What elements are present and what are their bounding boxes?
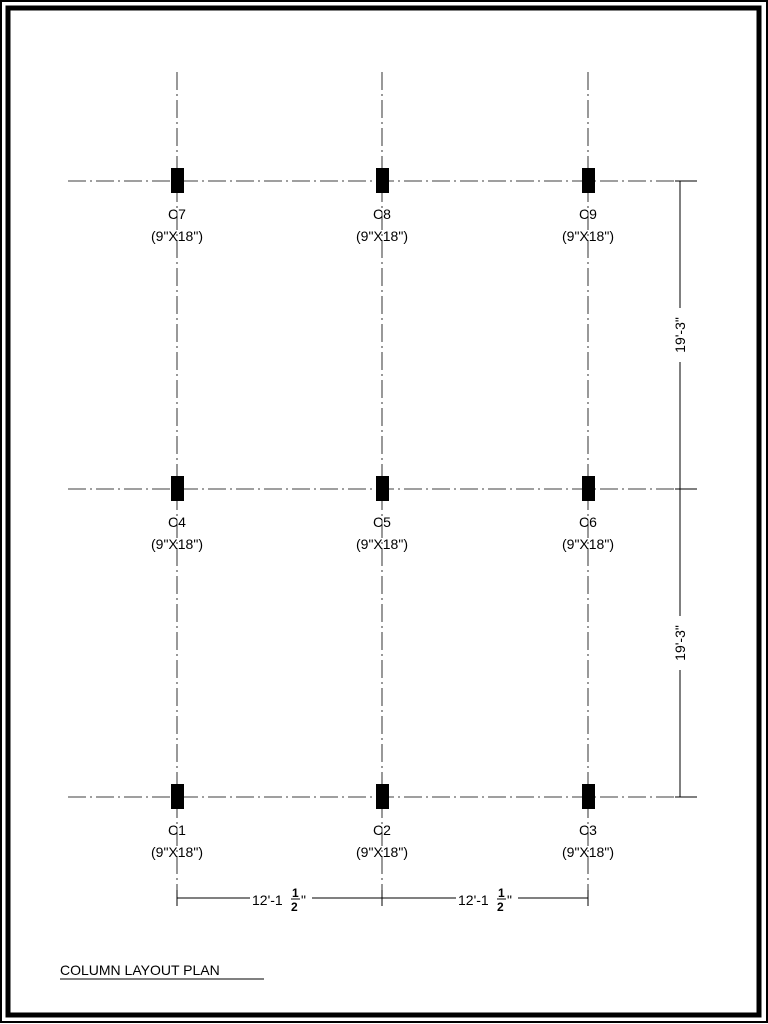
column-rect	[171, 476, 184, 501]
dimension-fraction-num: 1	[292, 886, 299, 900]
column-C4	[151, 476, 203, 552]
dimension-unit: "	[301, 892, 306, 908]
column-id: C9	[579, 206, 597, 222]
column-id: C6	[579, 514, 597, 530]
column-size: (9"X18")	[151, 536, 203, 552]
column-size: (9"X18")	[356, 844, 408, 860]
dimension-fraction-num: 1	[498, 886, 505, 900]
column-C3	[562, 784, 614, 860]
column-rect	[376, 168, 389, 193]
column-C6	[562, 476, 614, 552]
column-id: C7	[168, 206, 186, 222]
column-rect	[376, 476, 389, 501]
column-rect	[582, 168, 595, 193]
column-C2	[356, 784, 408, 860]
vertical-dimension	[675, 181, 697, 797]
column-C9	[562, 168, 614, 244]
dimension-fraction-den: 2	[497, 900, 504, 914]
dimension-main: 12'-1	[458, 892, 489, 908]
column-size: (9"X18")	[562, 844, 614, 860]
column-rect	[171, 784, 184, 809]
column-size: (9"X18")	[151, 844, 203, 860]
column-rect	[582, 476, 595, 501]
dimension-unit: "	[507, 892, 512, 908]
column-C1	[151, 784, 203, 860]
column-rect	[171, 168, 184, 193]
column-C8	[356, 168, 408, 244]
column-id: C5	[373, 514, 391, 530]
column-id: C1	[168, 822, 186, 838]
column-size: (9"X18")	[356, 536, 408, 552]
column-size: (9"X18")	[151, 228, 203, 244]
dimension-main: 12'-1	[252, 892, 283, 908]
horizontal-dimension-label-right	[458, 886, 512, 914]
dimension-fraction-den: 2	[291, 900, 298, 914]
column-id: C3	[579, 822, 597, 838]
column-size: (9"X18")	[562, 228, 614, 244]
column-rect	[582, 784, 595, 809]
column-C5	[356, 476, 408, 552]
column-rect	[376, 784, 389, 809]
drawing-title: COLUMN LAYOUT PLAN	[60, 962, 220, 978]
vertical-dimension-label-top: 19'-3"	[672, 317, 688, 353]
horizontal-dimension	[177, 890, 588, 906]
sheet-border	[1, 1, 767, 1022]
column-id: C4	[168, 514, 186, 530]
vertical-dimension-label-bottom: 19'-3"	[672, 625, 688, 661]
column-id: C2	[373, 822, 391, 838]
column-size: (9"X18")	[356, 228, 408, 244]
column-id: C8	[373, 206, 391, 222]
column-size: (9"X18")	[562, 536, 614, 552]
horizontal-dimension-label-left	[252, 886, 306, 914]
column-C7	[151, 168, 203, 244]
